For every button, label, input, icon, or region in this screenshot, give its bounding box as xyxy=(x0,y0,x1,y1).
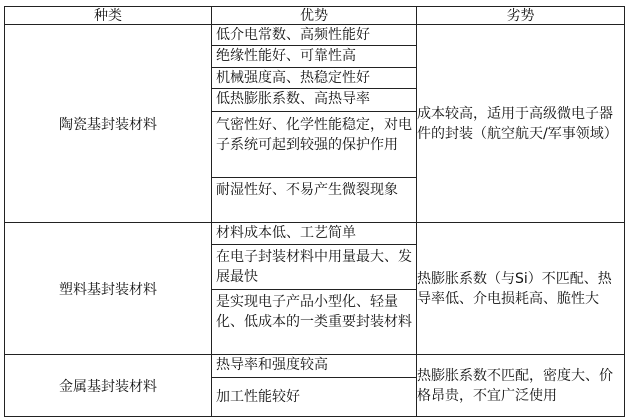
advantages-list-metal xyxy=(212,355,416,416)
header-advantages: 优势 xyxy=(212,7,417,25)
comparison-table-container xyxy=(4,6,625,417)
material-type-plastic: 塑料基封装材料 xyxy=(5,223,212,355)
table-row-ceramic xyxy=(5,25,625,223)
table-row-metal xyxy=(5,355,625,417)
material-type-metal: 金属基封装材料 xyxy=(5,355,212,417)
advantage-item: 机械强度高、热稳定性好 xyxy=(212,68,416,89)
advantages-list-ceramic xyxy=(212,25,416,222)
advantage-item: 耐湿性好、不易产生微裂现象 xyxy=(216,182,398,198)
advantages-cell-plastic xyxy=(212,223,417,355)
packaging-materials-table xyxy=(4,6,625,417)
advantage-item: 材料成本低、工艺简单 xyxy=(212,223,416,245)
table-row-plastic xyxy=(5,223,625,355)
advantages-list-plastic xyxy=(212,223,416,354)
advantage-item: 热导率和强度较高 xyxy=(212,355,416,378)
advantage-item: 低介电常数、高频性能好 xyxy=(212,25,416,46)
disadvantage-metal: 热膨胀系数不匹配，密度大、价格昂贵，不宜广泛使用 xyxy=(417,355,625,417)
advantage-item: 气密性好、化学性能稳定，对电子系统可起到较强的保护作用 xyxy=(212,112,416,178)
advantage-item: 绝缘性能好、可靠性高 xyxy=(212,46,416,68)
advantage-item: 是实现电子产品小型化、轻量化、低成本的一类重要封装材料 xyxy=(216,294,412,330)
advantage-item: 低热膨胀系数、高热导率 xyxy=(212,89,416,112)
header-type: 种类 xyxy=(5,7,212,25)
advantage-item: 在电子封装材料中用量最大、发展最快 xyxy=(212,245,416,290)
advantages-cell-metal xyxy=(212,355,417,417)
header-disadvantages: 劣势 xyxy=(417,7,625,25)
header-row xyxy=(5,7,625,25)
disadvantage-plastic: 热膨胀系数（与Si）不匹配、热导率低、介电损耗高、脆性大 xyxy=(417,223,625,355)
advantages-cell-ceramic xyxy=(212,25,417,223)
disadvantage-ceramic: 成本较高，适用于高级微电子器件的封装（航空航天/军事领域） xyxy=(417,25,625,223)
advantage-item: 加工性能较好 xyxy=(216,389,300,405)
material-type-ceramic: 陶瓷基封装材料 xyxy=(5,25,212,223)
